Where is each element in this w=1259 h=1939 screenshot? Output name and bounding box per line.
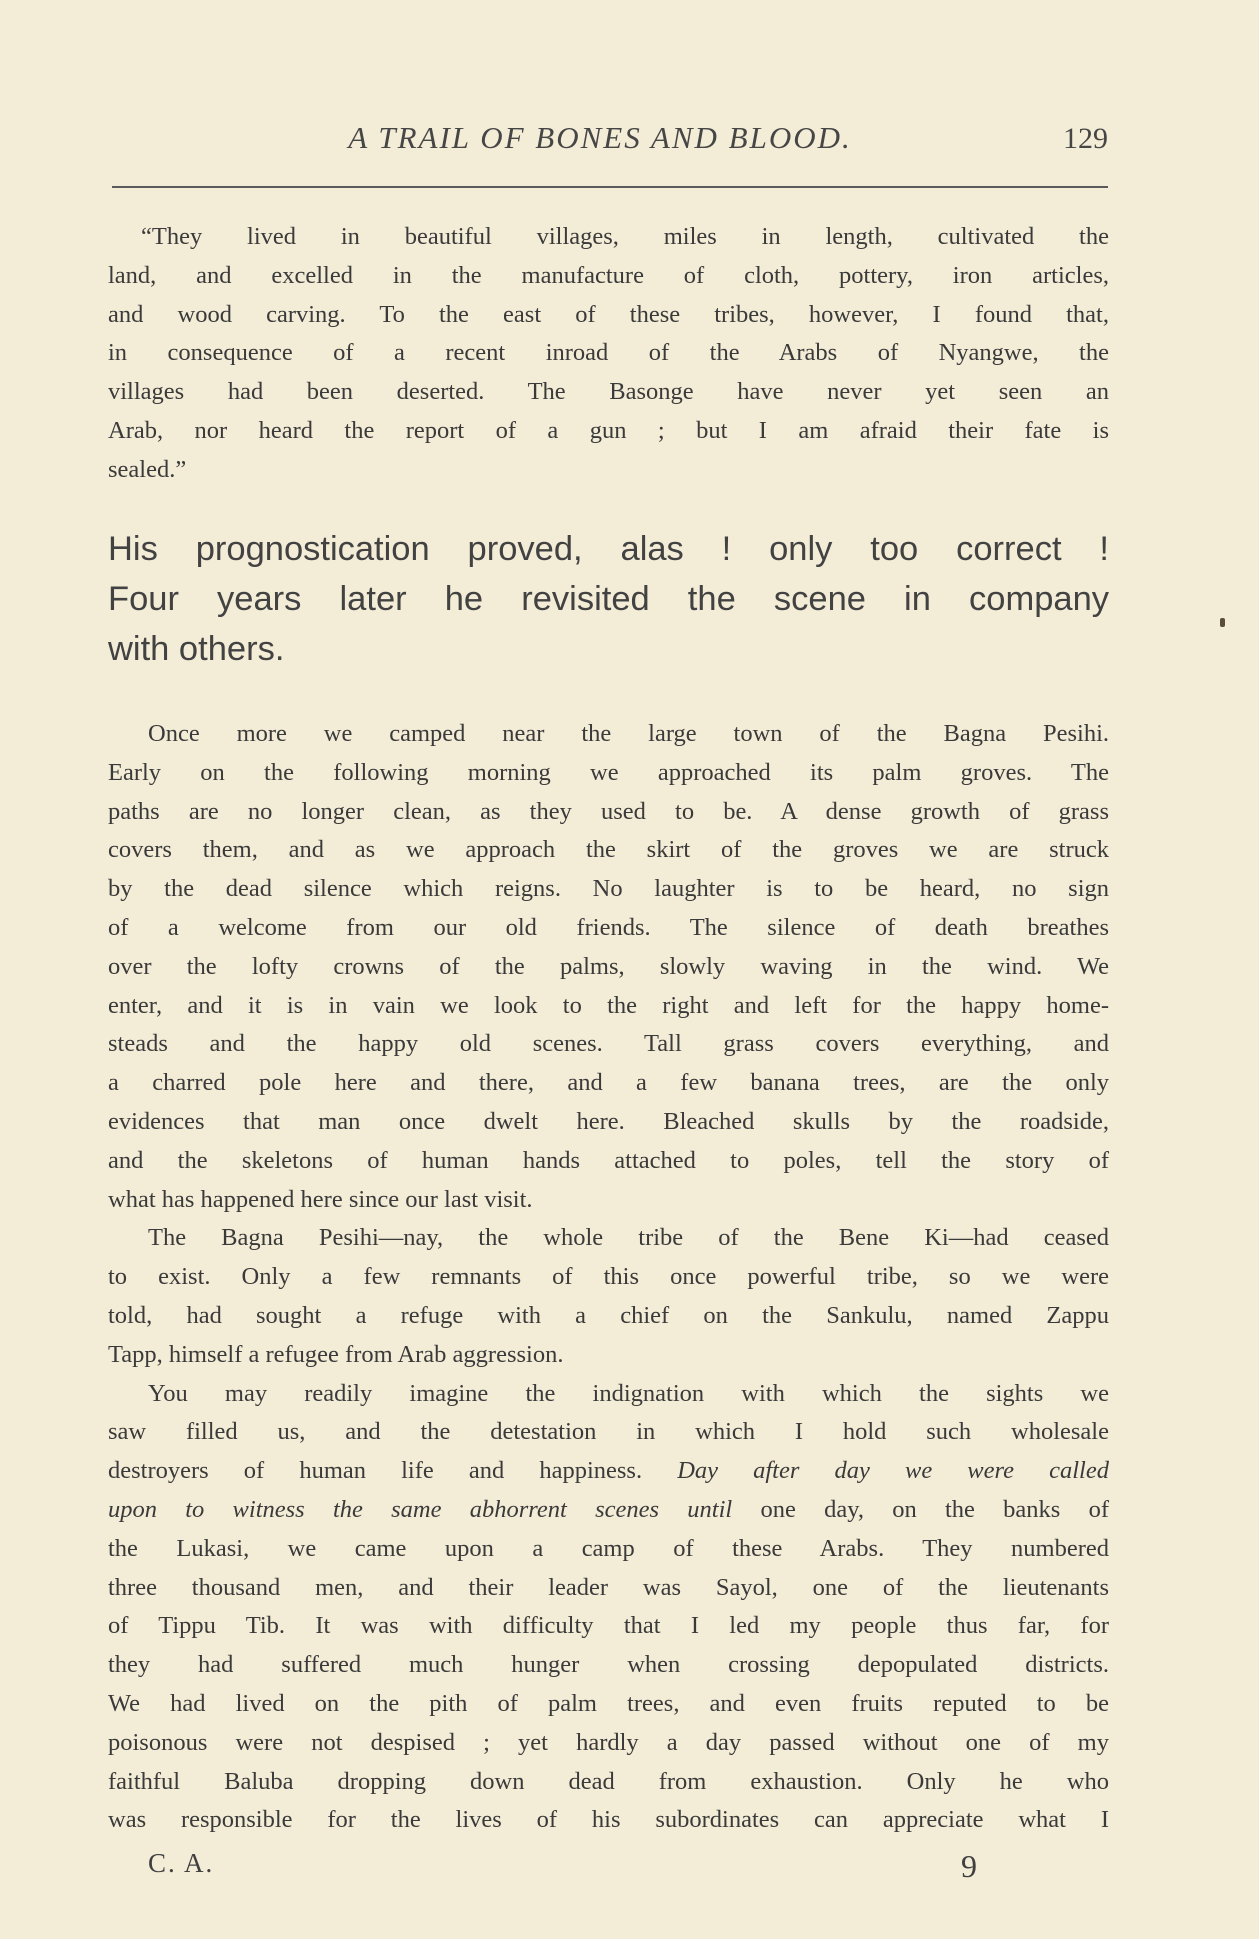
paragraph-line: saw filled us, and the detestation in which I hold such wholesale	[108, 1418, 1109, 1446]
lead-line: with others.	[108, 630, 285, 668]
signature-mark: C. A.	[148, 1848, 215, 1878]
quote-line: and wood carving. To the east of these tribes, however, I found that,	[108, 300, 1109, 328]
quote-line: villages had been deserted. The Basonge have never yet seen an	[108, 378, 1109, 406]
paragraph-line-mixed	[108, 1452, 1109, 1491]
paragraph-line: evidences that man once dwelt here. Bleached skulls by the roadside,	[108, 1107, 1109, 1135]
paragraph-line-mixed	[108, 1491, 1109, 1530]
quote-line: Arab, nor heard the report of a gun ; but I am afraid their fate is	[108, 416, 1109, 444]
paragraph-line: of Tippu Tib. It was with difficulty that I led my people thus far, for	[108, 1612, 1109, 1640]
italic-text: Day after day we were called	[677, 1457, 1109, 1485]
paragraph-line: faithful Baluba dropping down dead from exhaustion. Only he who	[108, 1767, 1109, 1795]
lead-paragraph	[108, 524, 1109, 694]
lead-line: His prognostication proved, alas ! only too correct !	[108, 530, 1109, 568]
body-text	[108, 218, 1109, 1840]
paragraph-3	[108, 1375, 1109, 1841]
plain-text: one day, on the banks of	[732, 1495, 1109, 1523]
quote-line: in consequence of a recent inroad of the Arabs of Nyangwe, the	[108, 339, 1109, 367]
paragraph-line: You may readily imagine the indignation with which the sights we	[148, 1379, 1109, 1407]
paragraph-line: a charred pole here and there, and a few banana trees, are the only	[108, 1069, 1109, 1097]
paragraph-line: over the lofty crowns of the palms, slowly waving in the wind. We	[108, 952, 1109, 980]
paragraph-line: Tapp, himself a refugee from Arab aggression.	[108, 1340, 564, 1368]
signature-number: 9	[961, 1848, 977, 1884]
paragraph-line: and the skeletons of human hands attached to poles, tell the story of	[108, 1146, 1109, 1174]
page-footer	[108, 1848, 1109, 1892]
running-title: A TRAIL OF BONES AND BLOOD.	[348, 120, 852, 155]
paragraph-line: by the dead silence which reigns. No laughter is to be heard, no sign	[108, 875, 1109, 903]
paragraph-line: Early on the following morning we approached its palm groves. The	[108, 758, 1109, 786]
quote-line: sealed.”	[108, 455, 187, 483]
paragraph-line: We had lived on the pith of palm trees, and even fruits reputed to be	[108, 1689, 1109, 1717]
paragraph-line: what has happened here since our last visit.	[108, 1185, 533, 1213]
paragraph-line: three thousand men, and their leader was Sayol, one of the lieutenants	[108, 1573, 1109, 1601]
paragraph-line: paths are no longer clean, as they used to be. A dense growth of grass	[108, 797, 1109, 825]
paragraph-line: covers them, and as we approach the skirt of the groves we are struck	[108, 836, 1109, 864]
paragraph-line: The Bagna Pesihi—nay, the whole tribe of the Bene Ki—had ceased	[148, 1224, 1109, 1252]
paragraph-line: they had suffered much hunger when crossing depopulated districts.	[108, 1651, 1109, 1679]
paragraph-line: of a welcome from our old friends. The silence of death breathes	[108, 913, 1109, 941]
quote-line: “They lived in beautiful villages, miles in length, cultivated the	[141, 223, 1109, 250]
ink-speck	[1220, 618, 1225, 627]
paragraph-line: steads and the happy old scenes. Tall grass covers everything, and	[108, 1030, 1109, 1058]
paragraph-line: enter, and it is in vain we look to the right and left for the happy home-	[108, 991, 1109, 1019]
lead-line: Four years later he revisited the scene in company	[108, 580, 1109, 618]
paragraph-line: the Lukasi, we came upon a camp of these Arabs. They numbered	[108, 1534, 1109, 1562]
plain-text: destroyers of human life and happiness.	[108, 1457, 678, 1485]
quote-line: land, and excelled in the manufacture of cloth, pottery, iron articles,	[108, 261, 1109, 289]
paragraph-2	[108, 1219, 1109, 1374]
paragraph-line: poisonous were not despised ; yet hardly a day passed without one of my	[108, 1728, 1109, 1756]
paragraph-line: was responsible for the lives of his subordinates can appreciate what I	[108, 1806, 1109, 1834]
paragraph-line: told, had sought a refuge with a chief on the Sankulu, named Zappu	[108, 1301, 1109, 1329]
paragraph-line: to exist. Only a few remnants of this once powerful tribe, so we were	[108, 1263, 1109, 1291]
quoted-passage	[108, 218, 1109, 498]
running-head	[112, 120, 1108, 166]
paragraph-1	[108, 715, 1109, 1219]
paragraph-line: Once more we camped near the large town of the Bagna Pesihi.	[148, 720, 1109, 747]
page-number: 129	[1063, 122, 1108, 155]
italic-text: upon to witness the same abhorrent scenes until	[108, 1495, 733, 1523]
narrative	[108, 715, 1109, 1840]
header-rule	[112, 186, 1108, 188]
